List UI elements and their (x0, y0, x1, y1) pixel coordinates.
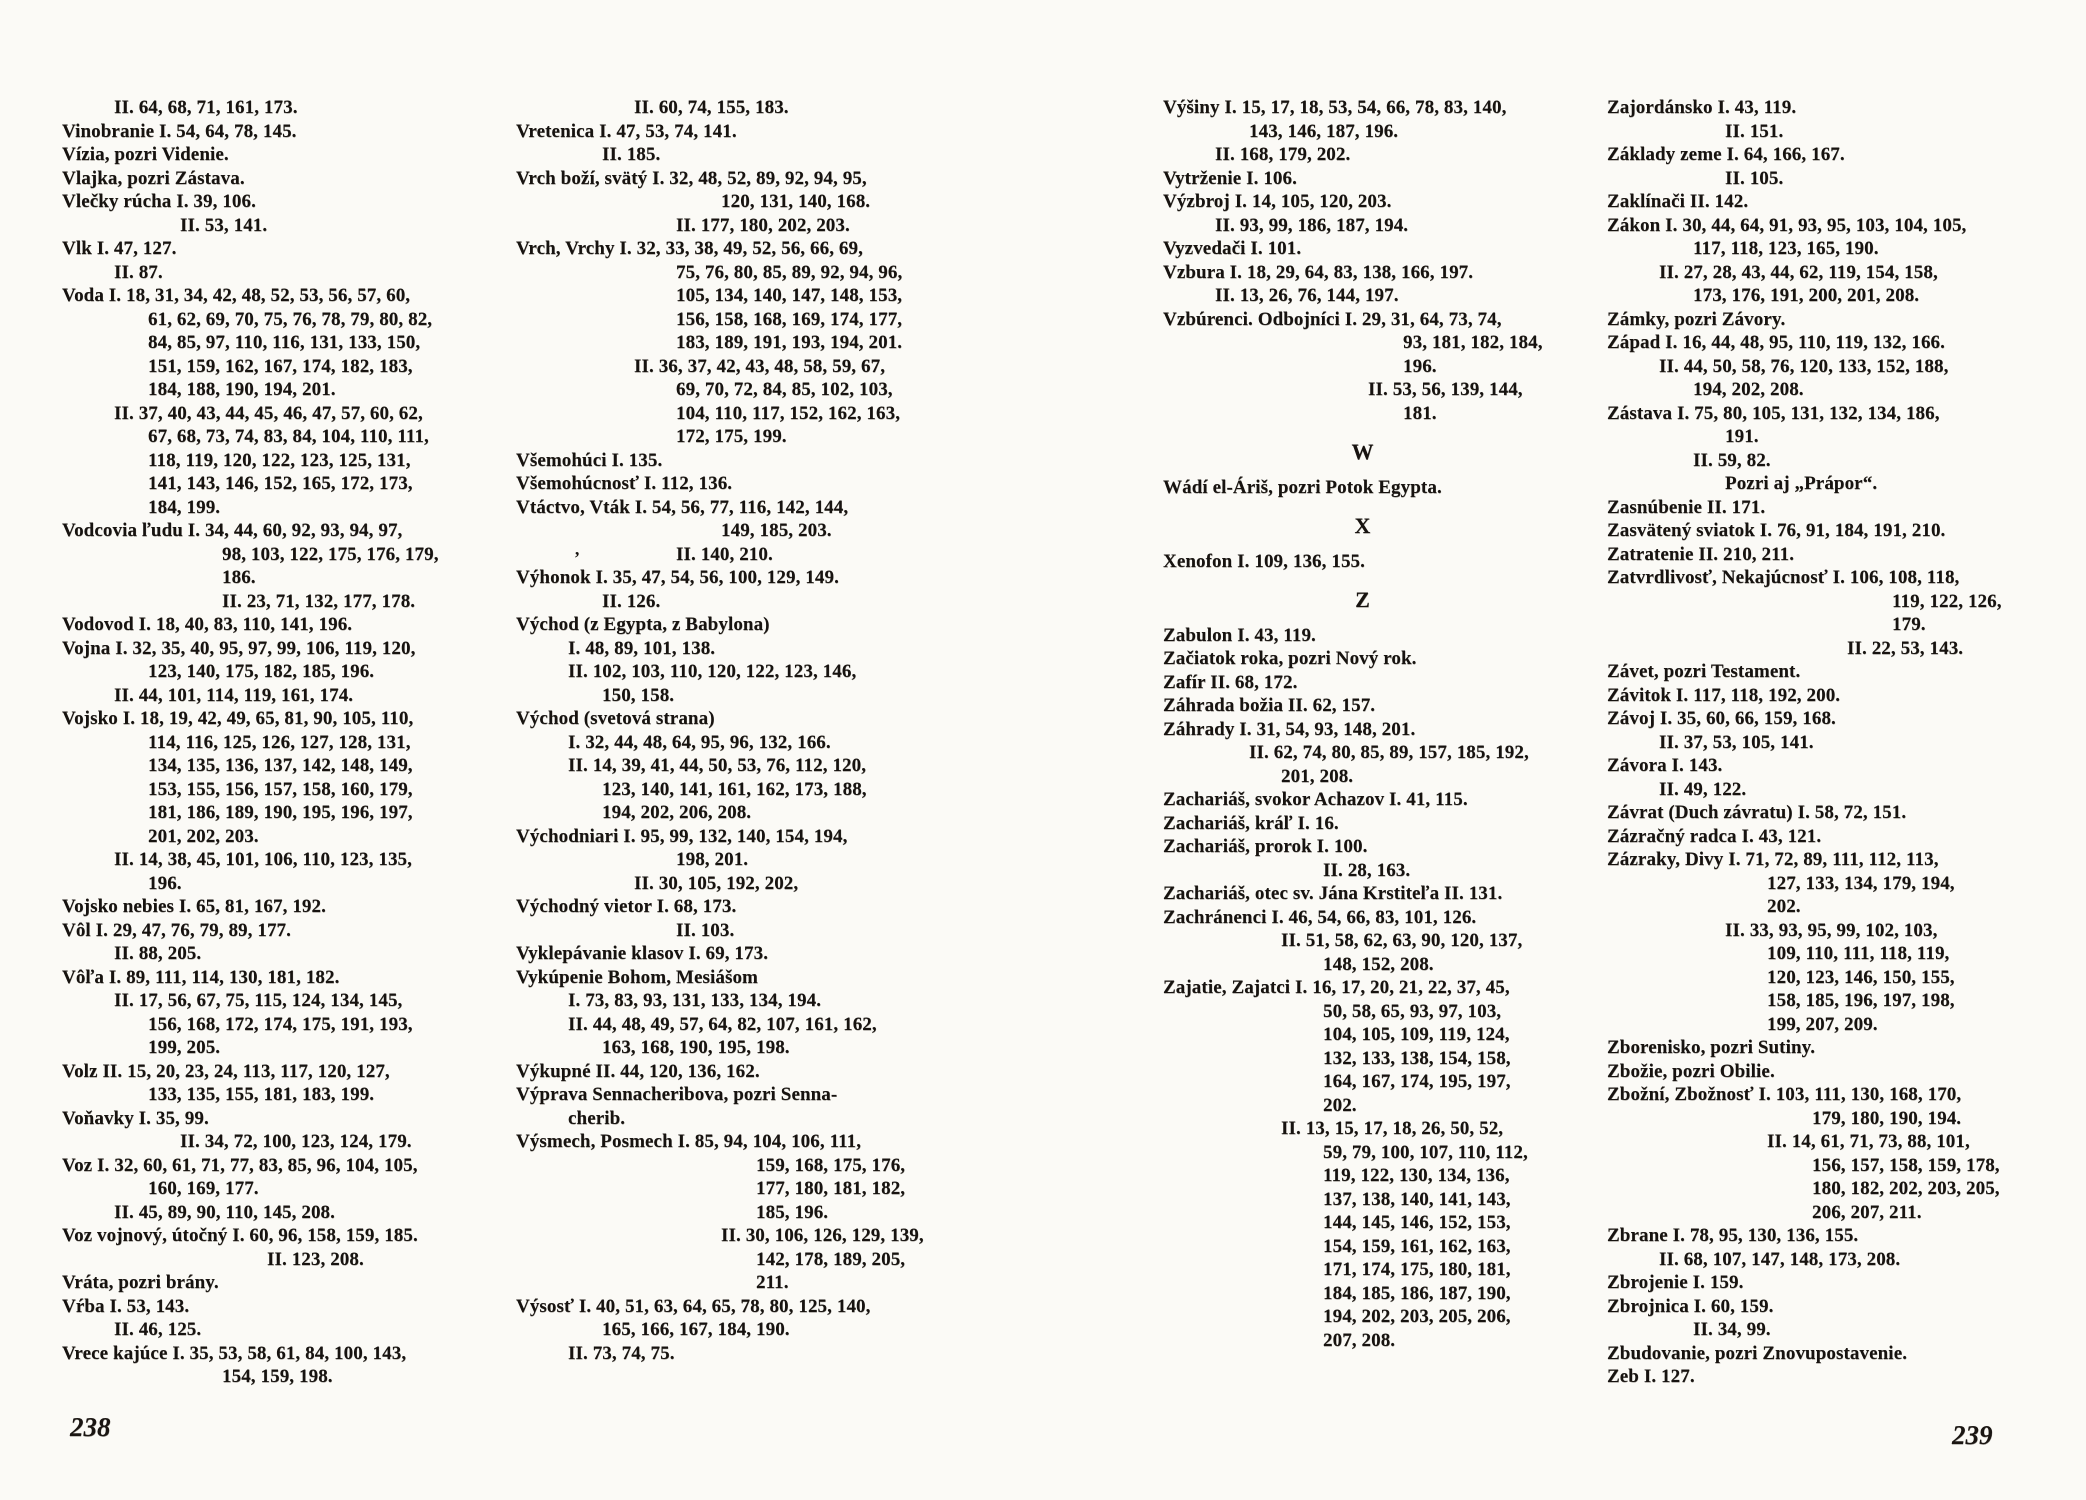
index-line: Začiatok roka, pozri Nový rok. (1163, 648, 1417, 669)
index-line: II. 34, 99. (1693, 1319, 1771, 1340)
index-line: II. 13, 15, 17, 18, 26, 50, 52, (1281, 1118, 1504, 1139)
index-line: 118, 119, 120, 122, 123, 125, 131, (148, 449, 411, 471)
index-line: 133, 135, 155, 181, 183, 199. (148, 1084, 375, 1105)
index-line: 199, 207, 209. (1767, 1013, 1878, 1035)
index-line: 141, 143, 146, 152, 165, 172, 173, (148, 473, 413, 494)
index-line: Východ (svetová strana) (516, 708, 715, 729)
index-line: Vtáctvo, Vták I. 54, 56, 77, 116, 142, 144, (516, 496, 849, 518)
stray-ink-mark: ’ (574, 548, 580, 568)
index-line: Voňavky I. 35, 99. (62, 1107, 209, 1129)
index-line: Vodcovia ľudu I. 34, 44, 60, 92, 93, 94, 97, (62, 520, 403, 541)
index-line: 142, 178, 189, 205, (756, 1248, 906, 1270)
index-line: II. 36, 37, 42, 43, 48, 58, 59, 67, (634, 355, 886, 377)
index-line: 59, 79, 100, 107, 110, 112, (1323, 1141, 1528, 1163)
index-line: Výsosť I. 40, 51, 63, 64, 65, 78, 80, 125, 140, (516, 1295, 871, 1317)
index-line: Vôl I. 29, 47, 76, 79, 89, 177. (62, 919, 291, 941)
index-line: II. 44, 50, 58, 76, 120, 133, 152, 188, (1659, 355, 1949, 377)
index-line: Zázraky, Divy I. 71, 72, 89, 111, 112, 113, (1607, 849, 1939, 870)
index-line: Pozri aj „Prápor“. (1725, 473, 1878, 494)
index-line: I. 32, 44, 48, 64, 95, 96, 132, 166. (568, 731, 831, 753)
page-number-left: 238 (70, 1412, 111, 1442)
index-line: II. 44, 48, 49, 57, 64, 82, 107, 161, 162, (568, 1013, 877, 1035)
index-line: II. 22, 53, 143. (1847, 637, 1964, 659)
index-line: 149, 185, 203. (721, 520, 832, 541)
index-line: Výsmech, Posmech I. 85, 94, 104, 106, 111, (516, 1131, 862, 1152)
index-line: II. 17, 56, 67, 75, 115, 124, 134, 145, (114, 990, 403, 1011)
index-line: 163, 168, 190, 195, 198. (602, 1037, 790, 1058)
index-line: 120, 131, 140, 168. (721, 191, 871, 212)
index-line: Závora I. 143. (1607, 755, 1723, 776)
index-line: Vykúpenie Bohom, Mesiášom (516, 966, 758, 988)
index-line: Vretenica I. 47, 53, 74, 141. (516, 120, 737, 142)
index-line: Východný vietor I. 68, 173. (516, 896, 737, 917)
index-line: Voda I. 18, 31, 34, 42, 48, 52, 53, 56, 57, 60, (62, 285, 411, 306)
page-number-right: 239 (1952, 1420, 1993, 1450)
index-line: Vzbura I. 18, 29, 64, 83, 138, 166, 197. (1163, 261, 1474, 283)
index-line: 134, 135, 136, 137, 142, 148, 149, (148, 755, 413, 776)
index-line: 98, 103, 122, 175, 176, 179, (222, 543, 439, 565)
index-line: II. 126. (602, 590, 661, 612)
index-line: Vízia, pozri Videnie. (62, 144, 229, 165)
index-line: Závrat (Duch závratu) I. 58, 72, 151. (1607, 802, 1907, 823)
index-line: II. 14, 39, 41, 44, 50, 53, 76, 112, 120, (568, 755, 867, 776)
index-line: I. 48, 89, 101, 138. (568, 637, 716, 659)
index-line: Vytrženie I. 106. (1163, 167, 1297, 189)
index-line: 61, 62, 69, 70, 75, 76, 78, 79, 80, 82, (148, 308, 433, 330)
index-line: Vrece kajúce I. 35, 53, 58, 61, 84, 100, 143, (62, 1342, 407, 1364)
index-line: II. 59, 82. (1693, 449, 1771, 471)
index-line: II. 46, 125. (114, 1319, 202, 1340)
index-line: Zatvrdlivosť, Nekajúcnosť I. 106, 108, 118, (1607, 567, 1960, 588)
index-line: II. 53, 141. (180, 214, 268, 236)
index-line: 117, 118, 123, 165, 190. (1693, 238, 1879, 259)
index-line: 199, 205. (148, 1037, 221, 1058)
index-line: II. 73, 74, 75. (568, 1342, 675, 1364)
index-line: Zborenisko, pozri Sutiny. (1607, 1037, 1816, 1058)
index-line: II. 93, 99, 186, 187, 194. (1215, 214, 1409, 236)
index-line: Voz I. 32, 60, 61, 71, 77, 83, 85, 96, 104, 105, (62, 1154, 418, 1176)
index-line: Zachariáš, svokor Achazov I. 41, 115. (1163, 789, 1468, 810)
index-line: Vinobranie I. 54, 64, 78, 145. (62, 120, 297, 142)
index-line: II. 37, 40, 43, 44, 45, 46, 47, 57, 60, 62, (114, 402, 423, 424)
section-heading: W (1351, 439, 1375, 464)
index-line: II. 62, 74, 80, 85, 89, 157, 185, 192, (1249, 742, 1529, 763)
index-line: 119, 122, 126, (1892, 590, 2002, 612)
index-line: 184, 199. (148, 496, 221, 518)
index-line: Volz II. 15, 20, 23, 24, 113, 117, 120, 127, (62, 1060, 390, 1082)
index-column-left-2 (516, 96, 968, 1365)
index-line: 164, 167, 174, 195, 197, (1323, 1071, 1511, 1092)
index-line: 109, 110, 111, 118, 119, (1767, 943, 1950, 964)
index-line: II. 45, 89, 90, 110, 145, 208. (114, 1201, 335, 1223)
index-line: Výšiny I. 15, 17, 18, 53, 54, 66, 78, 83, 140, (1163, 97, 1507, 118)
index-line: I. 73, 83, 93, 131, 133, 134, 194. (568, 990, 822, 1011)
index-line: 194, 202, 206, 208. (602, 802, 752, 823)
index-line: Záhrada božia II. 62, 157. (1163, 695, 1376, 716)
index-line: 171, 174, 175, 180, 181, (1323, 1259, 1511, 1280)
index-line: II. 64, 68, 71, 161, 173. (114, 97, 298, 118)
index-line: Vojna I. 32, 35, 40, 95, 97, 99, 106, 119, 120, (62, 637, 416, 659)
index-line: Zbrojnica I. 60, 159. (1607, 1295, 1774, 1317)
index-line: II. 185. (602, 144, 661, 165)
index-line: Všemohúcnosť I. 112, 136. (516, 473, 733, 494)
index-line: II. 23, 71, 132, 177, 178. (222, 590, 416, 612)
index-line: 158, 185, 196, 197, 198, (1767, 990, 1955, 1011)
index-line: 159, 168, 175, 176, (756, 1154, 906, 1176)
index-line: II. 60, 74, 155, 183. (634, 97, 789, 118)
index-line: Zaklínači II. 142. (1607, 191, 1749, 212)
index-line: 194, 202, 208. (1693, 379, 1804, 400)
index-line: Zafír II. 68, 172. (1163, 671, 1298, 693)
index-line: Závoj I. 35, 60, 66, 159, 168. (1607, 708, 1836, 729)
index-line: II. 30, 105, 192, 202, (634, 872, 799, 894)
index-line: 191. (1725, 426, 1759, 447)
index-line: Východniari I. 95, 99, 132, 140, 154, 194, (516, 825, 848, 847)
index-line: 211. (756, 1272, 789, 1293)
index-line: Základy zeme I. 64, 166, 167. (1607, 144, 1845, 165)
index-line: Zachránenci I. 46, 54, 66, 83, 101, 126. (1163, 906, 1477, 928)
index-line: Zajatie, Zajatci I. 16, 17, 20, 21, 22, 37, 45, (1163, 977, 1510, 998)
index-line: Výzbroj I. 14, 105, 120, 203. (1163, 191, 1392, 212)
index-line: II. 68, 107, 147, 148, 173, 208. (1659, 1248, 1901, 1270)
index-line: Vrch, Vrchy I. 32, 33, 38, 49, 52, 56, 66, 69, (516, 238, 863, 259)
index-line: 127, 133, 134, 179, 194, (1767, 872, 1955, 894)
index-line: 160, 169, 177. (148, 1178, 259, 1199)
index-line: Zbudovanie, pozri Znovupostavenie. (1607, 1342, 1908, 1364)
index-line: II. 151. (1725, 120, 1784, 142)
index-line: Vráta, pozri brány. (62, 1272, 219, 1293)
index-line: Vrch boží, svätý I. 32, 48, 52, 89, 92, 94, 95, (516, 167, 867, 189)
index-line: 119, 122, 130, 134, 136, (1323, 1165, 1510, 1186)
index-line: 179. (1892, 614, 1926, 635)
index-line: Wádí el-Áriš, pozri Potok Egypta. (1163, 476, 1442, 498)
index-line: 93, 181, 182, 184, (1403, 332, 1543, 353)
index-line: Zachariáš, kráľ I. 16. (1163, 812, 1339, 834)
index-line: 50, 58, 65, 93, 97, 103, (1323, 1000, 1502, 1022)
index-column-right-1 (1163, 96, 1598, 1352)
index-line: 206, 207, 211. (1812, 1201, 1922, 1223)
index-line: 201, 208. (1281, 765, 1354, 787)
index-line: 120, 123, 146, 150, 155, (1767, 966, 1955, 988)
section-heading: Z (1355, 587, 1371, 612)
index-line: 132, 133, 138, 154, 158, (1323, 1047, 1511, 1069)
index-line: 154, 159, 198. (222, 1366, 333, 1387)
index-line: 156, 158, 168, 169, 174, 177, (676, 308, 903, 330)
index-line: II. 28, 163. (1323, 859, 1411, 881)
index-line: 185, 196. (756, 1201, 829, 1223)
index-line: II. 177, 180, 202, 203. (676, 214, 850, 236)
index-line: II. 44, 101, 114, 119, 161, 174. (114, 684, 354, 706)
index-line: 202. (1323, 1094, 1357, 1116)
index-line: 151, 159, 162, 167, 174, 182, 183, (148, 355, 413, 377)
index-line: II. 51, 58, 62, 63, 90, 120, 137, (1281, 930, 1523, 951)
index-line: II. 168, 179, 202. (1215, 144, 1351, 165)
index-line: 156, 168, 172, 174, 175, 191, 193, (148, 1013, 413, 1035)
index-line: 194, 202, 203, 205, 206, (1323, 1306, 1511, 1327)
index-line: Závet, pozri Testament. (1607, 661, 1801, 682)
index-line: II. 14, 38, 45, 101, 106, 110, 123, 135, (114, 849, 412, 870)
index-line: 154, 159, 161, 162, 163, (1323, 1235, 1511, 1257)
index-line: 183, 189, 191, 193, 194, 201. (676, 332, 903, 353)
index-line: 104, 110, 117, 152, 162, 163, (676, 402, 901, 424)
index-line: Vojsko nebies I. 65, 81, 167, 192. (62, 896, 326, 917)
index-line: cherib. (568, 1107, 626, 1129)
index-line: 184, 185, 186, 187, 190, (1323, 1282, 1511, 1304)
index-line: Zástava I. 75, 80, 105, 131, 132, 134, 186, (1607, 402, 1940, 424)
index-line: 150, 158. (602, 684, 675, 706)
index-line: Zákon I. 30, 44, 64, 91, 93, 95, 103, 104, 105, (1607, 214, 1967, 236)
index-line: II. 14, 61, 71, 73, 88, 101, (1767, 1131, 1970, 1152)
index-line: II. 34, 72, 100, 123, 124, 179. (180, 1131, 412, 1152)
index-line: Vŕba I. 53, 143. (62, 1295, 190, 1317)
index-line: 179, 180, 190, 194. (1812, 1107, 1962, 1129)
index-line: 186. (222, 567, 256, 588)
index-line: Vojsko I. 18, 19, 42, 49, 65, 81, 90, 105, 110, (62, 708, 414, 729)
index-line: Zbrojenie I. 159. (1607, 1272, 1744, 1293)
index-line: 84, 85, 97, 110, 116, 131, 133, 150, (148, 332, 421, 353)
section-heading: X (1354, 513, 1372, 538)
index-line: II. 49, 122. (1659, 778, 1747, 800)
index-line: 184, 188, 190, 194, 201. (148, 379, 336, 400)
index-line: Zabulon I. 43, 119. (1163, 624, 1316, 646)
index-line: II. 37, 53, 105, 141. (1659, 731, 1814, 753)
index-line: 144, 145, 146, 152, 153, (1323, 1212, 1511, 1233)
index-line: Výkupné II. 44, 120, 136, 162. (516, 1060, 760, 1082)
index-line: 156, 157, 158, 159, 178, (1812, 1154, 2000, 1176)
index-line: 196. (148, 872, 182, 894)
index-line: II. 123, 208. (267, 1248, 364, 1270)
index-line: Zámky, pozri Závory. (1607, 308, 1786, 330)
index-line: II. 13, 26, 76, 144, 197. (1215, 285, 1399, 306)
index-line: Záhrady I. 31, 54, 93, 148, 201. (1163, 718, 1416, 740)
index-line: Zasvätený sviatok I. 76, 91, 184, 191, 210. (1607, 520, 1946, 541)
index-line: 181. (1403, 402, 1437, 424)
index-line: 137, 138, 140, 141, 143, (1323, 1188, 1511, 1210)
index-column-left-1 (62, 96, 514, 1389)
index-line: 173, 176, 191, 200, 201, 208. (1693, 285, 1920, 306)
index-line: 181, 186, 189, 190, 195, 196, 197, (148, 802, 413, 823)
index-line: Zeb I. 127. (1607, 1366, 1695, 1387)
index-line: Vodovod I. 18, 40, 83, 110, 141, 196. (62, 614, 353, 635)
index-line: Západ I. 16, 44, 48, 95, 110, 119, 132, 166. (1607, 332, 1946, 353)
index-line: II. 27, 28, 43, 44, 62, 119, 154, 158, (1659, 261, 1938, 283)
index-line: II. 88, 205. (114, 943, 202, 964)
index-line: 105, 134, 140, 147, 148, 153, (676, 285, 903, 306)
index-line: II. 140, 210. (676, 543, 773, 565)
index-line: 143, 146, 187, 196. (1249, 120, 1399, 142)
index-line: 67, 68, 73, 74, 83, 84, 104, 110, 111, (148, 426, 429, 447)
index-line: Vyklepávanie klasov I. 69, 173. (516, 943, 769, 964)
index-line: Všemohúci I. 135. (516, 449, 663, 471)
index-line: II. 105. (1725, 167, 1784, 189)
index-line: Zachariáš, prorok I. 100. (1163, 836, 1368, 857)
index-line: Voz vojnový, útočný I. 60, 96, 158, 159, 185. (62, 1225, 418, 1246)
index-line: 177, 180, 181, 182, (756, 1178, 906, 1199)
index-line: 198, 201. (676, 849, 749, 870)
index-line: 180, 182, 202, 203, 205, (1812, 1178, 2000, 1199)
index-line: Vzbúrenci. Odbojníci I. 29, 31, 64, 73, 74, (1163, 308, 1502, 330)
index-line: II. 102, 103, 110, 120, 122, 123, 146, (568, 661, 857, 682)
index-line: Vôľa I. 89, 111, 114, 130, 181, 182. (62, 966, 340, 988)
index-line: Zbožie, pozri Obilie. (1607, 1060, 1775, 1082)
index-line: Závitok I. 117, 118, 192, 200. (1607, 684, 1841, 706)
index-line: Xenofon I. 109, 136, 155. (1163, 550, 1366, 572)
index-line: Zbožní, Zbožnosť I. 103, 111, 130, 168, 170, (1607, 1084, 1962, 1105)
index-column-right-2 (1607, 96, 2059, 1389)
index-line: 123, 140, 175, 182, 185, 196. (148, 661, 375, 682)
index-line: Vyzvedači I. 101. (1163, 238, 1302, 259)
index-line: Zajordánsko I. 43, 119. (1607, 97, 1797, 118)
index-line: Zachariáš, otec sv. Jána Krstiteľa II. 131. (1163, 883, 1503, 904)
index-line: Zázračný radca I. 43, 121. (1607, 825, 1822, 847)
index-line: 148, 152, 208. (1323, 953, 1434, 975)
index-line: 196. (1403, 355, 1437, 377)
index-line: II. 53, 56, 139, 144, (1368, 379, 1523, 400)
index-line: 207, 208. (1323, 1329, 1396, 1351)
index-line: 69, 70, 72, 84, 85, 102, 103, (676, 379, 893, 400)
index-line: Zbrane I. 78, 95, 130, 136, 155. (1607, 1225, 1859, 1246)
index-line: Výprava Sennacheribova, pozri Senna- (516, 1084, 838, 1105)
index-line: 172, 175, 199. (676, 426, 787, 447)
index-line: 202. (1767, 896, 1801, 917)
index-line: 123, 140, 141, 161, 162, 173, 188, (602, 778, 867, 800)
index-line: Vlečky rúcha I. 39, 106. (62, 191, 256, 212)
index-line: Zatratenie II. 210, 211. (1607, 543, 1795, 565)
index-line: II. 33, 93, 95, 99, 102, 103, (1725, 919, 1938, 941)
index-line: Východ (z Egypta, z Babylona) (516, 614, 770, 635)
index-line: 104, 105, 109, 119, 124, (1323, 1024, 1510, 1045)
index-line: Vlajka, pozri Zástava. (62, 167, 245, 189)
index-line: II. 30, 106, 126, 129, 139, (721, 1225, 924, 1246)
index-line: II. 103. (676, 919, 735, 941)
index-line: Zasnúbenie II. 171. (1607, 496, 1766, 518)
index-line: 201, 202, 203. (148, 825, 259, 847)
index-line: Výhonok I. 35, 47, 54, 56, 100, 129, 149. (516, 567, 839, 588)
index-line: 75, 76, 80, 85, 89, 92, 94, 96, (676, 261, 903, 283)
index-line: 153, 155, 156, 157, 158, 160, 179, (148, 778, 413, 800)
index-line: Vlk I. 47, 127. (62, 238, 177, 259)
index-line: 165, 166, 167, 184, 190. (602, 1319, 790, 1340)
index-line: 114, 116, 125, 126, 127, 128, 131, (148, 731, 411, 753)
index-line: II. 87. (114, 261, 163, 283)
